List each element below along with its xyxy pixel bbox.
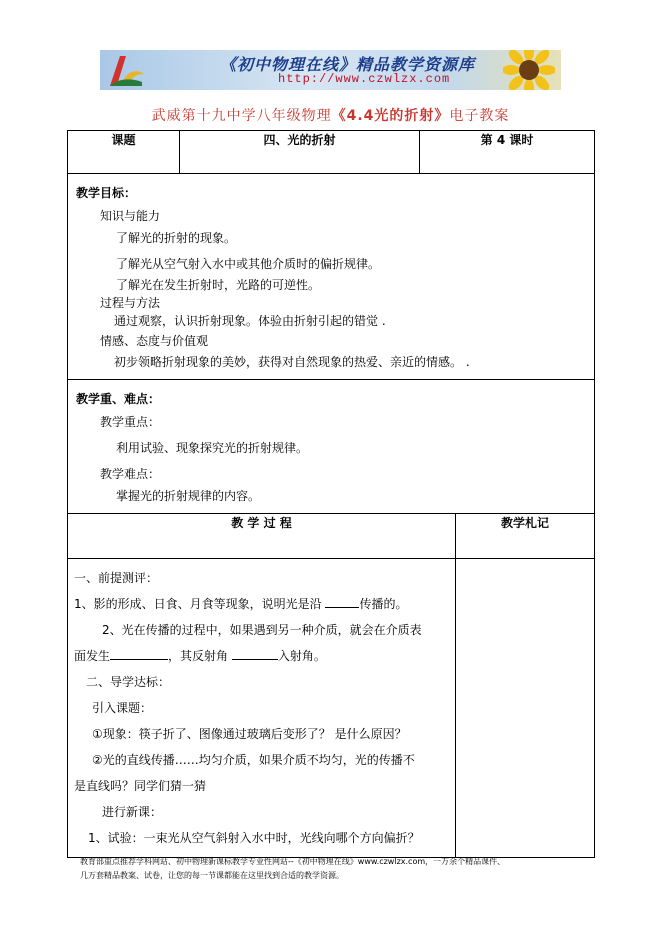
objective-line: 知识与能力 <box>100 209 161 223</box>
objective-line: 初步领略折射现象的美妙，获得对自然现象的热爱、亲近的情感。 . <box>114 355 470 369</box>
objectives-section <box>68 174 594 379</box>
sunflower-icon <box>503 50 555 90</box>
key-points-section <box>68 380 594 513</box>
key-points-heading: 教学重、难点： <box>76 392 161 406</box>
objective-line: 过程与方法 <box>100 296 161 310</box>
objective-line: 了解光的折射的现象。 <box>116 231 237 245</box>
document-title-suffix: 电子教案 <box>449 108 510 124</box>
process-line: 2、光在传播的过程中，如果遇到另一种介质，就会在介质表 <box>102 623 422 637</box>
document-title-prefix: 武威第十九中学八年级物理 <box>151 108 332 124</box>
key-point-line: 利用试验、现象探究光的折射规律。 <box>116 441 309 455</box>
period-cell: 第 4 课时 <box>420 131 595 174</box>
objective-line: 情感、态度与价值观 <box>100 334 209 348</box>
objective-line: 了解光在发生折射时，光路的可逆性。 <box>116 278 321 292</box>
process-content <box>68 559 455 857</box>
banner-site-url[interactable]: http://www.czwlzx.com <box>278 72 451 86</box>
process-text: 入射角。 <box>277 649 326 663</box>
objective-line: 了解光从空气射入水中或其他介质时的偏折规律。 <box>116 257 381 271</box>
document-title <box>0 105 661 125</box>
topic-label-cell: 课题 <box>68 131 180 174</box>
process-line: ②光的直线传播……均匀介质，如果介质不均匀，光的传播不 <box>92 753 415 767</box>
key-point-line: 掌握光的折射规律的内容。 <box>116 489 261 503</box>
process-line: 1、试验：一束光从空气斜射入水中时，光线向哪个方向偏折？ <box>88 831 420 845</box>
key-points-row <box>68 380 595 514</box>
process-line: 是直线吗？同学们猜一猜 <box>74 779 207 793</box>
notes-cell <box>456 559 595 858</box>
process-header-cell: 教 学 过 程 <box>68 514 456 559</box>
footer-line: 教育部重点推荐学科网站、初中物理新课标教学专业性网站--《初中物理在线》www.czwlzx.com，一万余个精品课件、 <box>80 857 506 866</box>
process-line: 二、导学达标： <box>86 675 171 689</box>
process-line: 进行新课： <box>102 805 163 819</box>
objectives-heading: 教学目标： <box>76 186 137 200</box>
process-text: 1、影的形成、日食、月食等现象，说明光是沿 <box>74 597 326 611</box>
page-footer <box>80 855 600 883</box>
key-point-line: 教学难点： <box>100 467 161 481</box>
site-banner <box>100 50 561 90</box>
document-title-lesson: 《4.4光的折射》 <box>331 108 450 124</box>
process-text: 面发生 <box>74 649 111 663</box>
answer-blank[interactable] <box>325 593 359 608</box>
objectives-row <box>68 174 595 380</box>
process-text: 传播的。 <box>359 597 408 611</box>
header-row <box>68 131 595 174</box>
key-point-line: 教学重点： <box>100 415 161 429</box>
banner-site-title: 《初中物理在线》精品教学资源库 <box>220 55 476 74</box>
notes-header-cell: 教学札记 <box>456 514 595 559</box>
lesson-plan-table <box>67 130 595 858</box>
process-text: ，其反射角 <box>168 649 232 663</box>
process-line <box>74 591 449 617</box>
answer-blank[interactable] <box>232 645 278 660</box>
process-line: 一、前提测评： <box>74 571 159 585</box>
footer-line: 几万套精品教案、试卷，让您的每一节课都能在这里找到合适的教学资源。 <box>80 871 344 880</box>
objective-line: 通过观察，认识折射现象。体验由折射引起的错觉 . <box>114 314 386 328</box>
process-line: ①现象：筷子折了、图像通过玻璃后变形了？ 是什么原因？ <box>92 727 407 741</box>
process-header-row <box>68 514 595 559</box>
process-line: 引入课题： <box>92 701 153 715</box>
topic-value-cell: 四、光的折射 <box>180 131 420 174</box>
process-row <box>68 559 595 858</box>
process-line <box>74 643 449 669</box>
answer-blank[interactable] <box>110 645 168 660</box>
site-logo-icon <box>106 52 146 88</box>
